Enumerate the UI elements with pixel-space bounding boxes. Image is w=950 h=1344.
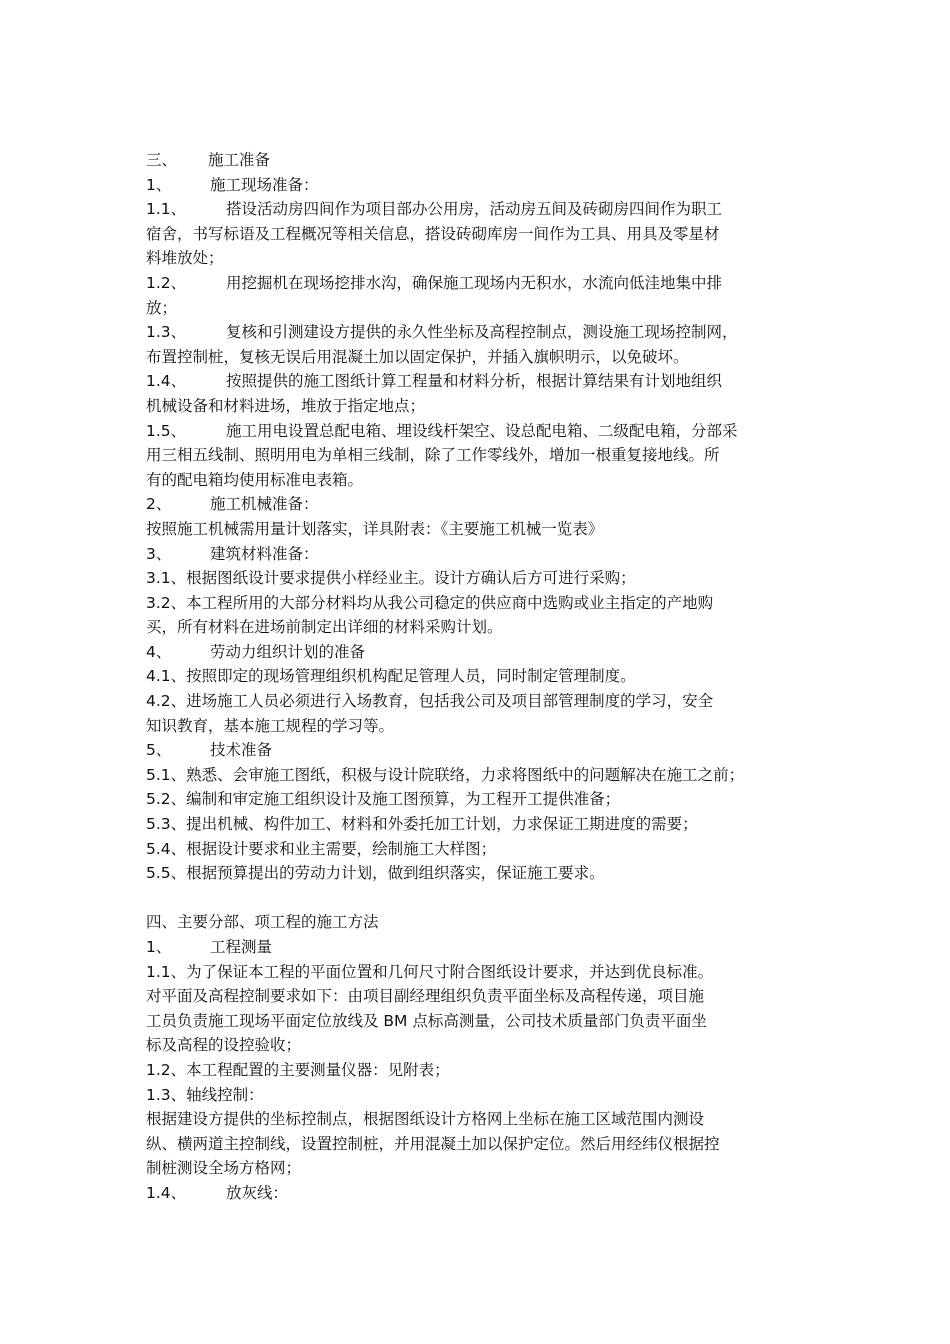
paragraph-line: 5.4、根据设计要求和业主需要，绘制施工大样图； (146, 839, 497, 858)
paragraph-line: 4.2、进场施工人员必须进行入场教育，包括我公司及项目部管理制度的学习，安全 (146, 692, 714, 711)
paragraph-line: 用三相五线制、照明用电为单相三线制，除了工作零线外，增加一根重复接地线。所 (146, 446, 720, 465)
section-heading: 四、主要分部、项工程的施工方法 (146, 913, 379, 932)
paragraph-line: 3.1、根据图纸设计要求提供小样经业主。设计方确认后方可进行采购； (146, 569, 636, 588)
section-heading (146, 148, 814, 173)
subsection-heading: 4、 劳动力组织计划的准备 (146, 642, 366, 661)
subsection-heading: 1、 工程测量 (146, 938, 273, 956)
paragraph-line: 1.2、 用挖掘机在现场挖排水沟，确保施工现场内无积水，水流向低洼地集中排 (146, 273, 723, 292)
paragraph-line: 5.1、熟悉、会审施工图纸，积极与设计院联络，力求将图纸中的问题解决在施工之前； (146, 765, 745, 784)
paragraph-line: 对平面及高程控制要求如下：由项目副经理组织负责平面坐标及高程传递，项目施 (146, 987, 705, 1006)
subsection-heading: 5、 技术准备 (146, 741, 273, 760)
paragraph-line: 标及高程的设控验收； (146, 1036, 302, 1055)
subsection-heading: 2、 施工机械准备： (146, 495, 319, 514)
paragraph-line: 工员负责施工现场平面定位放线及 BM 点标高测量，公司技术质量部门负责平面坐 (146, 1011, 707, 1030)
paragraph-line: 纵、横两道主控制线，设置控制桩，并用混凝土加以保护定位。然后用经纬仪根据控 (146, 1134, 720, 1153)
paragraph-line: 有的配电箱均使用标准电表箱。 (146, 470, 364, 489)
blank-line (146, 886, 814, 911)
paragraph-line: 料堆放处； (146, 249, 224, 268)
paragraph-line: 5.2、编制和审定施工组织设计及施工图预算，为工程开工提供准备； (146, 790, 621, 809)
paragraph-line: 1.3、轴线控制： (146, 1085, 264, 1104)
section-number: 三、 (146, 151, 178, 169)
paragraph-line: 1.2、本工程配置的主要测量仪器：见附表； (146, 1060, 450, 1079)
paragraph-line: 1.4、 按照提供的施工图纸计算工程量和材料分析，根据计算结果有计划地组织 (146, 372, 723, 391)
paragraph-line: 1.4、 放灰线： (146, 1183, 289, 1202)
paragraph-line: 1.5、 施工用电设置总配电箱、埋设线杆架空、设总配电箱、二级配电箱，分部采 (146, 421, 738, 440)
section-title: 施工准备 (208, 151, 271, 169)
paragraph-line: 1.3、 复核和引测建设方提供的永久性坐标及高程控制点，测设施工现场控制网， (146, 323, 738, 342)
paragraph-line: 根据建设方提供的坐标控制点，根据图纸设计方格网上坐标在施工区域范围内测设 (146, 1110, 705, 1129)
paragraph-line: 放； (146, 298, 178, 317)
paragraph-line: 4.1、按照即定的现场管理组织机构配足管理人员，同时制定管理制度。 (146, 667, 636, 686)
paragraph-line: 5.3、提出机械、构件加工、材料和外委托加工计划，力求保证工期进度的需要； (146, 815, 698, 834)
paragraph-line: 3.2、本工程所用的大部分材料均从我公司稳定的供应商中选购或业主指定的产地购 (146, 593, 714, 612)
subsection-heading: 3、 建筑材料准备： (146, 544, 319, 563)
paragraph-line: 宿舍，书写标语及工程概况等相关信息，搭设砖砌库房一间作为工具、用具及零星材 (146, 224, 720, 243)
paragraph-line: 知识教育，基本施工规程的学习等。 (146, 716, 395, 735)
subsection-heading: 1、 施工现场准备： (146, 175, 319, 194)
paragraph-line: 布置控制桩，复核无误后用混凝土加以固定保护，并插入旗帜明示，以免破坏。 (146, 347, 689, 366)
paragraph-line: 1.1、为了保证本工程的平面位置和几何尺寸附合图纸设计要求，并达到优良标准。 (146, 962, 714, 981)
paragraph-line: 5.5、根据预算提出的劳动力计划，做到组织落实，保证施工要求。 (146, 864, 605, 883)
paragraph-line: 机械设备和材料进场，堆放于指定地点； (146, 396, 426, 415)
document-page (146, 148, 814, 1206)
paragraph-line: 制桩测设全场方格网； (146, 1159, 302, 1178)
paragraph-line: 买，所有材料在进场前制定出详细的材料采购计划。 (146, 618, 503, 637)
paragraph-line: 按照施工机械需用量计划落实，详具附表：《主要施工机械一览表》 (146, 519, 604, 538)
paragraph-line: 1.1、 搭设活动房四间作为项目部办公用房，活动房五间及砖砌房四间作为职工 (146, 200, 723, 219)
